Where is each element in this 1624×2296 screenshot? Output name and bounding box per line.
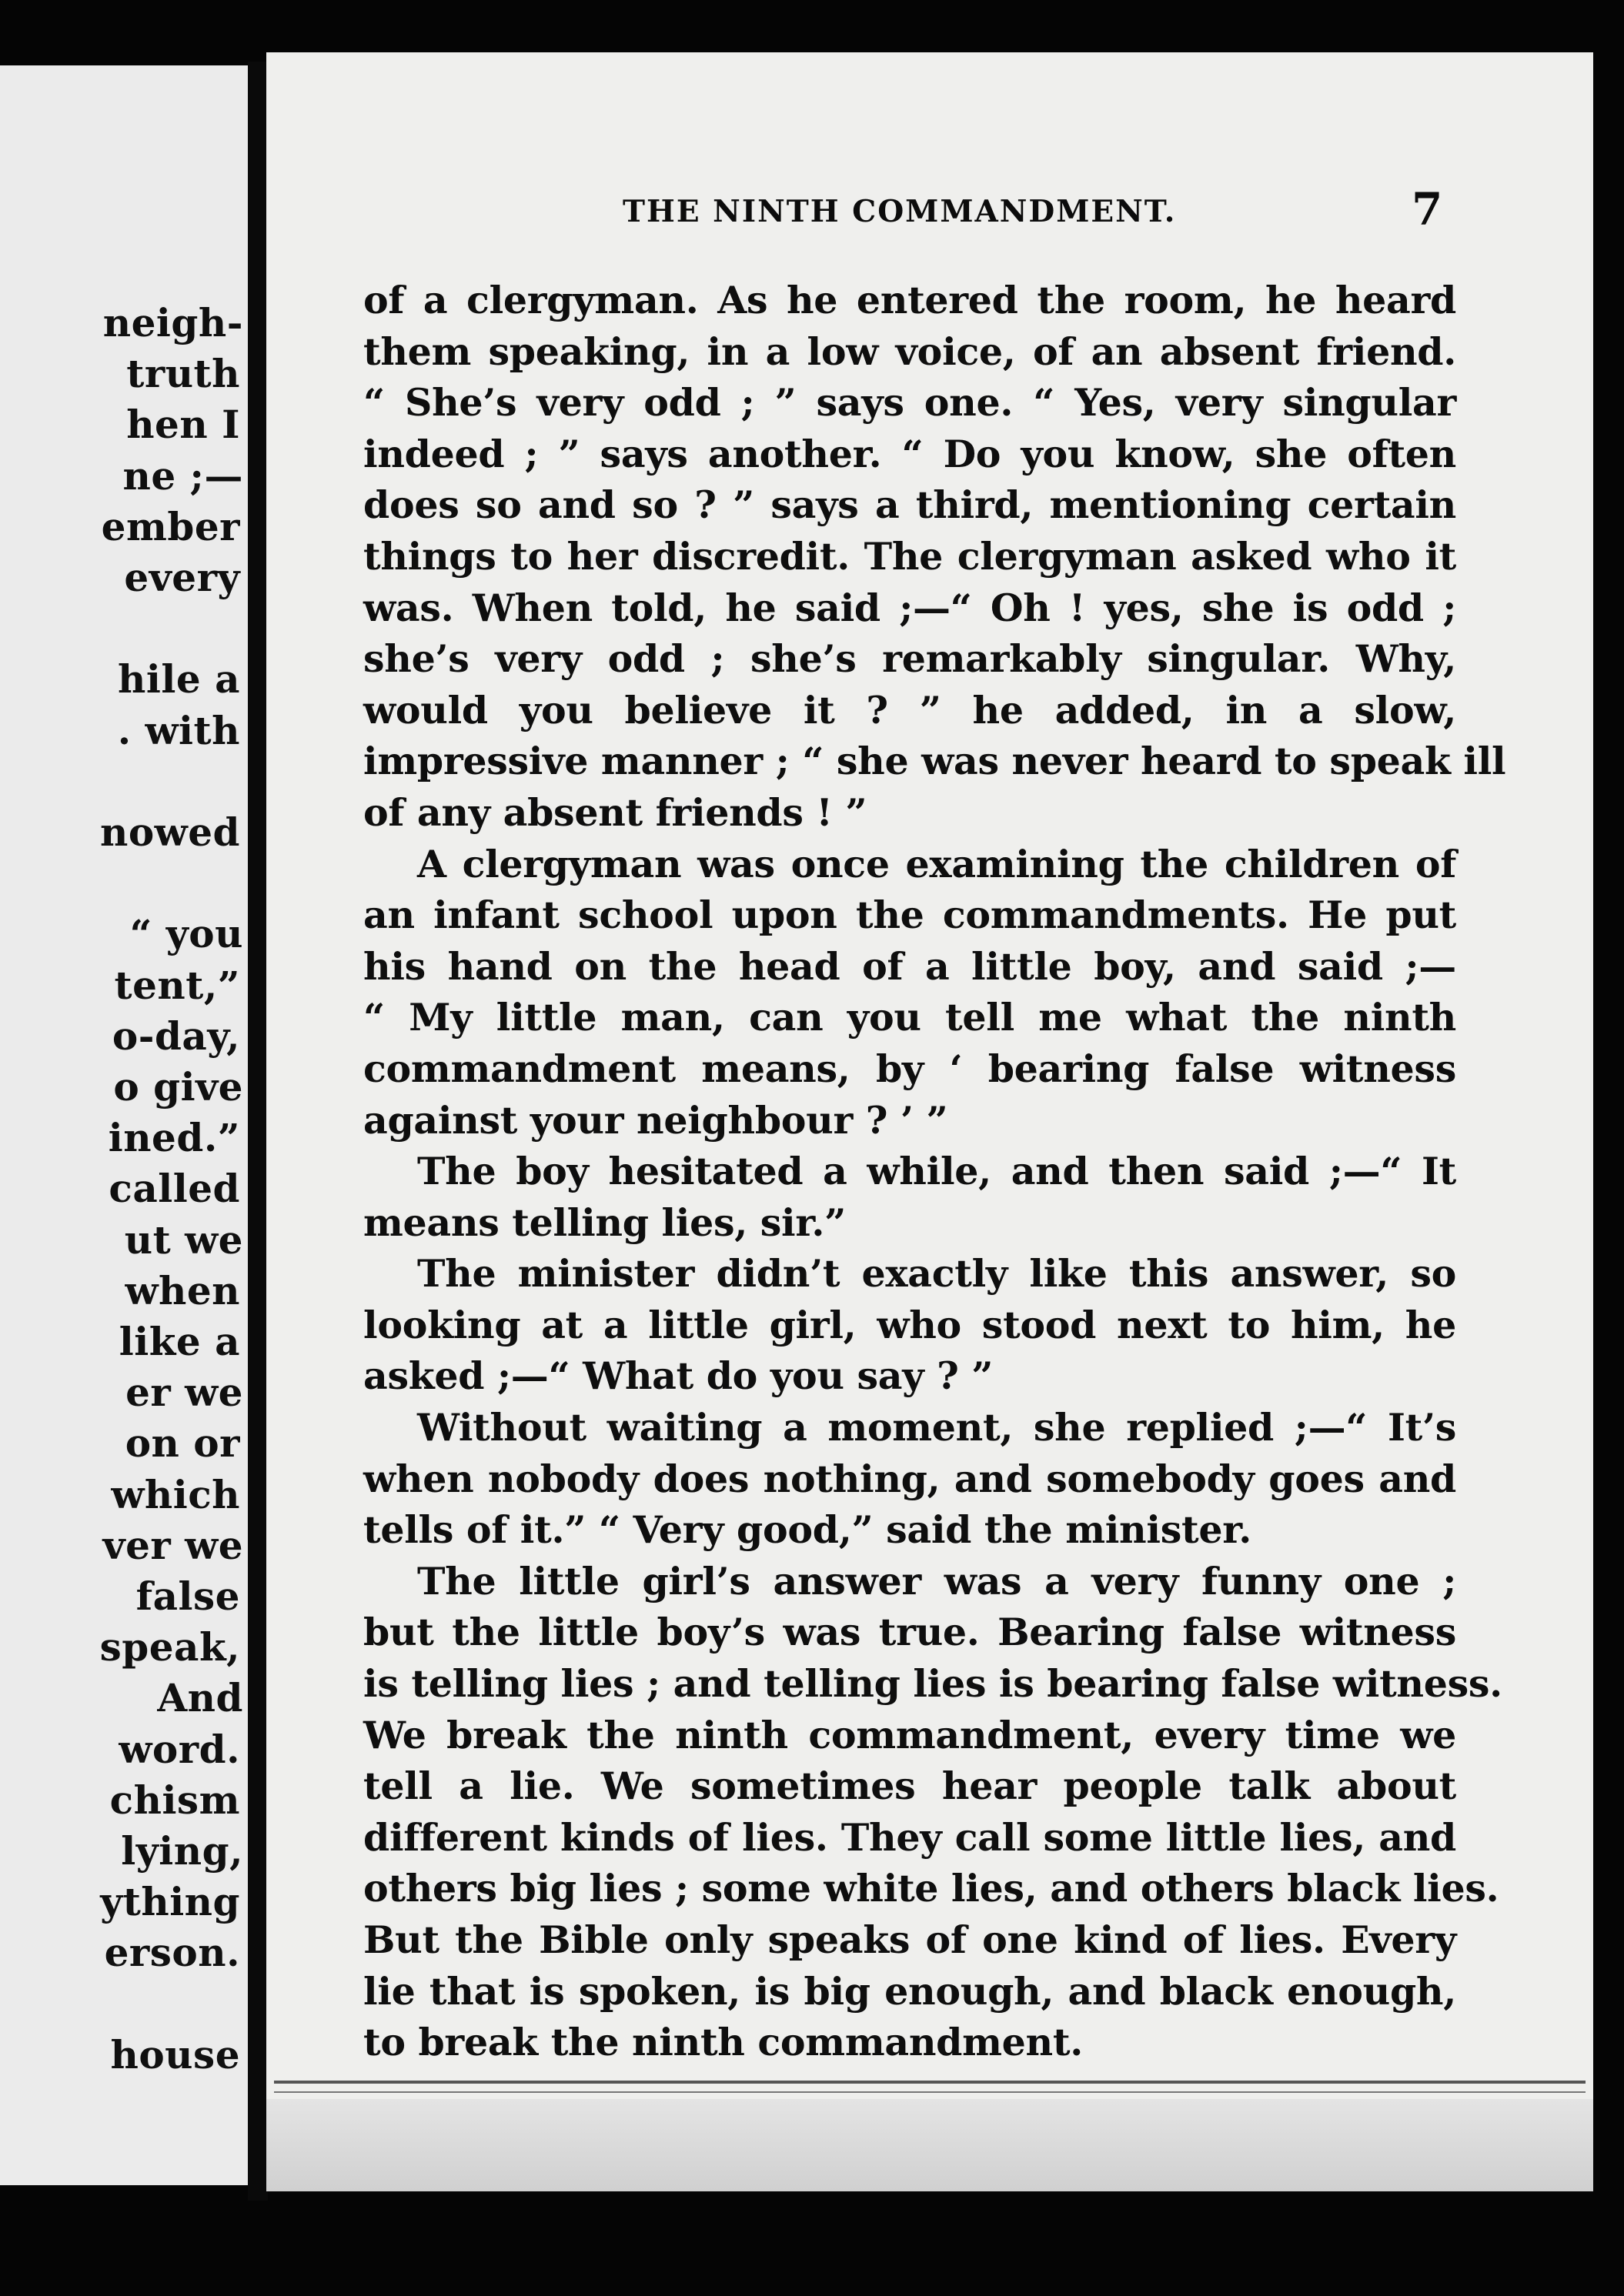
facing-page-line: truth bbox=[126, 351, 240, 397]
facing-page-line: o give bbox=[113, 1064, 243, 1110]
facing-page-line: which bbox=[111, 1471, 240, 1517]
facing-page-line: ne ;— bbox=[122, 452, 243, 499]
text-line: others big lies ; some white lies, and others black lies. bbox=[363, 1866, 1499, 1911]
text-line: The little girl’s answer was a very funny one ; bbox=[417, 1558, 1456, 1604]
facing-page-line: hen I bbox=[126, 402, 240, 448]
text-line: looking at a little girl, who stood next to him, he bbox=[363, 1302, 1456, 1347]
text-line: The boy hesitated a while, and then said ;—“ It bbox=[417, 1149, 1456, 1194]
running-head bbox=[266, 183, 1593, 243]
facing-page-line: neigh- bbox=[102, 300, 243, 345]
facing-page-line: “ you bbox=[129, 911, 243, 957]
text-line: of any absent friends ! ” bbox=[363, 789, 867, 835]
facing-page-line: lying, bbox=[121, 1828, 243, 1874]
text-line: We break the ninth commandment, every time we bbox=[363, 1712, 1456, 1757]
book-page bbox=[266, 52, 1593, 2191]
text-line: would you believe it ? ” he added, in a slow, bbox=[363, 687, 1456, 733]
text-line: does so and so ? ” says a third, mentioning certain bbox=[363, 482, 1456, 528]
body-text bbox=[363, 275, 1506, 2068]
text-line: “ My little man, can you tell me what the ninth bbox=[363, 995, 1456, 1040]
text-line: means telling lies, sir.” bbox=[363, 1200, 847, 1245]
facing-page-line: called bbox=[109, 1166, 240, 1212]
facing-page-line: false bbox=[135, 1573, 240, 1619]
text-line: but the little boy’s was true. Bearing false witness bbox=[363, 1610, 1456, 1655]
facing-page-line: house bbox=[110, 2031, 240, 2077]
facing-page-line: o-day, bbox=[112, 1013, 240, 1059]
facing-page-line: nowed bbox=[99, 809, 240, 855]
facing-page-left bbox=[0, 65, 248, 2185]
text-line: lie that is spoken, is big enough, and black enough, bbox=[363, 1968, 1456, 2014]
facing-page-line: when bbox=[125, 1267, 240, 1313]
facing-page-line: every bbox=[124, 555, 240, 600]
text-line: an infant school upon the commandments. He put bbox=[363, 893, 1456, 938]
bottom-rule bbox=[274, 2081, 1586, 2093]
text-line: against your neighbour ? ’ ” bbox=[363, 1097, 948, 1143]
text-line: of a clergyman. As he entered the room, he heard bbox=[363, 278, 1456, 322]
facing-page-line: And bbox=[157, 1675, 243, 1721]
text-line: tell a lie. We sometimes hear people talk about bbox=[363, 1764, 1456, 1809]
text-line: impressive manner ; “ she was never heard to speak ill bbox=[363, 739, 1506, 784]
page-number: 7 bbox=[1412, 183, 1443, 235]
facing-page-line: speak, bbox=[99, 1624, 240, 1670]
text-line: The minister didn’t exactly like this answer, so bbox=[417, 1251, 1456, 1297]
facing-page-line: erson. bbox=[104, 1930, 240, 1976]
facing-page-line: ything bbox=[100, 1879, 240, 1925]
facing-page-line: tent,” bbox=[114, 962, 240, 1008]
book-gutter bbox=[248, 62, 268, 2201]
text-line: A clergyman was once examining the children of bbox=[417, 841, 1456, 886]
text-line: things to her discredit. The clergyman asked who it bbox=[363, 533, 1456, 579]
text-line: “ She’s very odd ; ” says one. “ Yes, very singular bbox=[363, 380, 1456, 425]
facing-page-line: chism bbox=[109, 1777, 240, 1823]
text-line: commandment means, by ‘ bearing false witness bbox=[363, 1046, 1456, 1091]
facing-page-line: on or bbox=[125, 1420, 240, 1467]
text-line: she’s very odd ; she’s remarkably singular. Why, bbox=[363, 636, 1456, 682]
text-line: them speaking, in a low voice, of an absent friend. bbox=[363, 329, 1456, 374]
facing-page-line: er we bbox=[125, 1370, 243, 1416]
text-line: was. When told, he said ;—“ Oh ! yes, she is odd ; bbox=[363, 585, 1456, 630]
text-line: indeed ; ” says another. “ Do you know, she often bbox=[363, 431, 1456, 476]
facing-page-line: . with bbox=[117, 707, 240, 753]
facing-page-line: like a bbox=[119, 1319, 240, 1364]
facing-page-line: ut we bbox=[124, 1216, 243, 1263]
facing-page-line: ver we bbox=[102, 1522, 243, 1568]
facing-page-line: hile a bbox=[118, 656, 240, 702]
text-line: is telling lies ; and telling lies is bearing false witness. bbox=[363, 1661, 1502, 1707]
text-line: asked ;—“ What do you say ? ” bbox=[363, 1353, 994, 1399]
text-line: to break the ninth commandment. bbox=[363, 2020, 1083, 2065]
facing-page-line: ined.” bbox=[108, 1115, 240, 1161]
text-line: Without waiting a moment, she replied ;—“ It’s bbox=[417, 1405, 1456, 1450]
facing-page-line: word. bbox=[119, 1726, 240, 1772]
text-line: tells of it.” “ Very good,” said the minister. bbox=[363, 1507, 1251, 1553]
running-head-title: THE NINTH COMMANDMENT. bbox=[623, 194, 1177, 229]
text-line: But the Bible only speaks of one kind of lies. Every bbox=[363, 1917, 1456, 1962]
text-line: his hand on the head of a little boy, and said ;— bbox=[363, 943, 1456, 989]
text-line: different kinds of lies. They call some little lies, and bbox=[363, 1814, 1456, 1860]
facing-page-line: ember bbox=[101, 503, 240, 549]
text-line: when nobody does nothing, and somebody goes and bbox=[363, 1456, 1456, 1501]
page-bottom-margin bbox=[266, 2099, 1593, 2191]
